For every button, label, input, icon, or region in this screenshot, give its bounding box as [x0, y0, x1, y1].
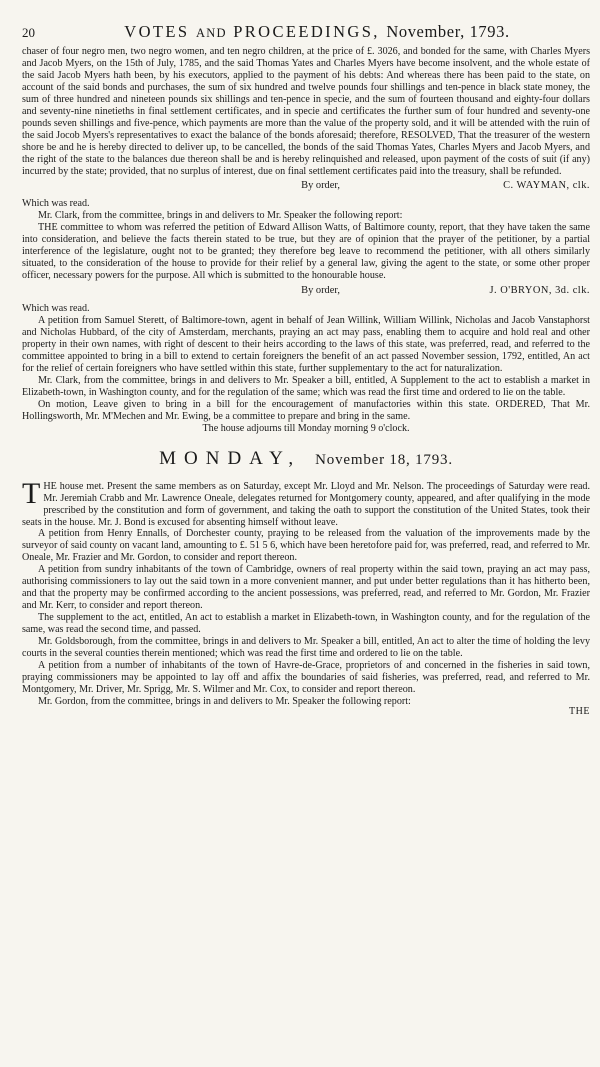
title-proceedings: PROCEEDINGS,	[233, 22, 380, 41]
clark-report-intro: Mr. Clark, from the committee, brings in and delivers to Mr. Speaker the following report:	[38, 210, 403, 222]
market-supplement-paragraph: The supplement to the act, entitled, An act to establish a market in Elizabeth-town, in Washington county, and for the regulation of the same, was read the second time, and passed.	[22, 612, 590, 636]
page-number: 20	[22, 25, 35, 40]
gordon-report-intro: Mr. Gordon, from the committee, brings in and delivers to Mr. Speaker the following report:	[38, 695, 411, 707]
motion-paragraph: On motion, Leave given to bring in a bill for the encouragement of manufactories within this state. ORDERED, That Mr. Hollingsworth, Mr. M'Mechen and Mr. Ewing, be a committee to prepare and bring in the same.	[22, 398, 590, 422]
title-and: AND	[195, 26, 227, 40]
which-was-read-1: Which was read.	[22, 198, 90, 210]
byline-wayman	[22, 180, 590, 192]
title-votes: VOTES	[124, 22, 190, 41]
title-date: November, 1793.	[386, 22, 510, 41]
house-met-text: HE house met. Present the same members as on Saturday, except Mr. Lloyd and Mr. Nelson. The proceedings of Saturday were read. Mr. Jeremiah Crabb and Mr. Lawrence Oneale, delegates returned for Montgomery county, appeared, and after qualifying in the mode prescribed by the constitution and form of government, and taking the oath to support the constitution of the United States, took their seats in the house. Mr. J. Bond is excused for absenting himself without leave.	[22, 480, 590, 528]
drop-cap-letter: T	[22, 476, 41, 510]
running-title	[44, 22, 590, 42]
sterett-petition-paragraph: A petition from Samuel Sterett, of Baltimore-town, agent in behalf of Jean Willink, William Willink, Nicholas and Jacob Vanstaphorst and Nicholas Hubbard, of the city of Amsterdam, merchants, praying an act may pass, enabling them to acquire and hold real and other property in their own names, with right of descent to their heirs according to the laws of this state, was preferred, read, and referred to the committee appointed to bring in a bill to extend to certain foreigners the benefit of an act passed November session, 1792, entitled, An act for the relief of certain foreigners who have settled within this state, further supplementary to the act for naturalization.	[22, 315, 590, 374]
day-date: November 18, 1793.	[315, 451, 453, 468]
cambridge-petition-paragraph: A petition from sundry inhabitants of the town of Cambridge, owners of real property within the said town, praying an act may pass, authorising commissioners to lay out the said town in a more convenient manner, and put under better regulations than it has hitherto been, and that the property may be confirmed according to the ancient possessions, was preferred, read, and referred to Mr. Gordon, Mr. Frazier and Mr. Kerr, to consider and report thereon.	[22, 564, 590, 612]
myers-resolution-paragraph: chaser of four negro men, two negro women, and ten negro children, at the price of £. 3026, and bonded for the same, with Charles Myers and Jacob Myers, on the 15th of July, 1785, and the said Thomas Yates and Charles Myers have become insolvent, and the whole estate of the said Jacob Myers hath been, by his executors, applied to the payment of his debts: And whereas there has been paid to the state, on account of the said bonds and purchases, the sum of six hundred and twelve pounds four shillings and ten-pence in black state money, the sum of three hundred and nineteen pounds six shillings and ten-pence in specie, and the sum of fourteen thousand and eighty-four dollars and seventy-nine ninetieths in final settlement certificates, and in specie and certificates the further sum of four hundred and seventy-one pounds seven shillings and five-pence, which payments are more than the value of the property sold, and it will be attended with the ruin of the said Jocob Myers's representatives to exact the balance of the bonds aforesaid; therefore, RESOLVED, That the treasurer of the western shore be and he is hereby directed to deliver up, to be cancelled, the bonds of the said Thomas Yates, Charles Myers and Jacob Myers, and the right of the state to the balances due thereon shall be and is hereby relinquished and released, upon payment of the costs of suit (if any) incurred by the state; provided, that no surplus of interest, due on final settlement certificates paid into the treasury, shall be refunded.	[22, 46, 590, 177]
goldsborough-bill-paragraph: Mr. Goldsborough, from the committee, brings in and delivers to Mr. Speaker a bill, entitled, An act to alter the time of holding the levy courts in the several counties therein mentioned; which was read the first time and ordered to lie on the table.	[22, 636, 590, 659]
by-order-label: By order,	[301, 180, 340, 192]
day-name: MONDAY,	[159, 447, 302, 469]
page-header	[22, 22, 590, 42]
watts-report-paragraph: THE committee to whom was referred the petition of Edward Allison Watts, of Baltimore county, report, that they have taken the same into consideration, and believe the facts therein stated to be true, but they are of opinion that the prayer of the petitioner, by a partial interference of the legislature, ought not to be granted; they therefore beg leave to recommend the petitioner, with all others similarly situated, to the consideration of the house to provide for their relief by a general law, giving the agent to the state, or some other proper officer, necessary powers for the purpose. All which is submitted to the honourable house.	[22, 222, 590, 282]
ennalls-petition-paragraph: A petition from Henry Ennalls, of Dorchester county, praying to be released from the valuation of the improvements made by the surveyor of said county on vacant land, amounting to £. 51 5 6, which have been heretofore paid for, was preferred, read, and referred to Mr. Oneale, Mr. Frazier and Mr. Gordon, to consider and report thereon.	[22, 528, 590, 564]
signer-wayman: C. WAYMAN, clk.	[503, 180, 590, 192]
day-heading	[22, 448, 590, 470]
by-order-label-2: By order,	[301, 285, 340, 297]
signer-obryon: J. O'BRYON, 3d. clk.	[489, 285, 590, 297]
clark-bill-paragraph: Mr. Clark, from the committee, brings in and delivers to Mr. Speaker a bill, entitled, A Supplement to the act to establish a market in Elizabeth-town, in Washington county, and for the regulation of the same; which was read the first time and ordered to lie on the table.	[22, 374, 590, 398]
house-met-paragraph	[22, 476, 590, 529]
byline-obryon	[22, 285, 590, 297]
catchword: THE	[569, 705, 590, 717]
which-was-read-2: Which was read.	[22, 303, 90, 315]
havre-de-grace-petition-paragraph: A petition from a number of inhabitants of the town of Havre-de-Grace, proprietors of and concerned in the fisheries in said town, praying commissioners may be appointed to lay off and affix the boundaries of said fisheries, was preferred, read, and referred to Mr. Montgomery, Mr. Driver, Mr. Sprigg, Mr. S. Wilmer and Mr. Cox, to consider and report thereon.	[22, 659, 590, 695]
adjournment-line: The house adjourns till Monday morning 9 o'clock.	[202, 422, 410, 434]
